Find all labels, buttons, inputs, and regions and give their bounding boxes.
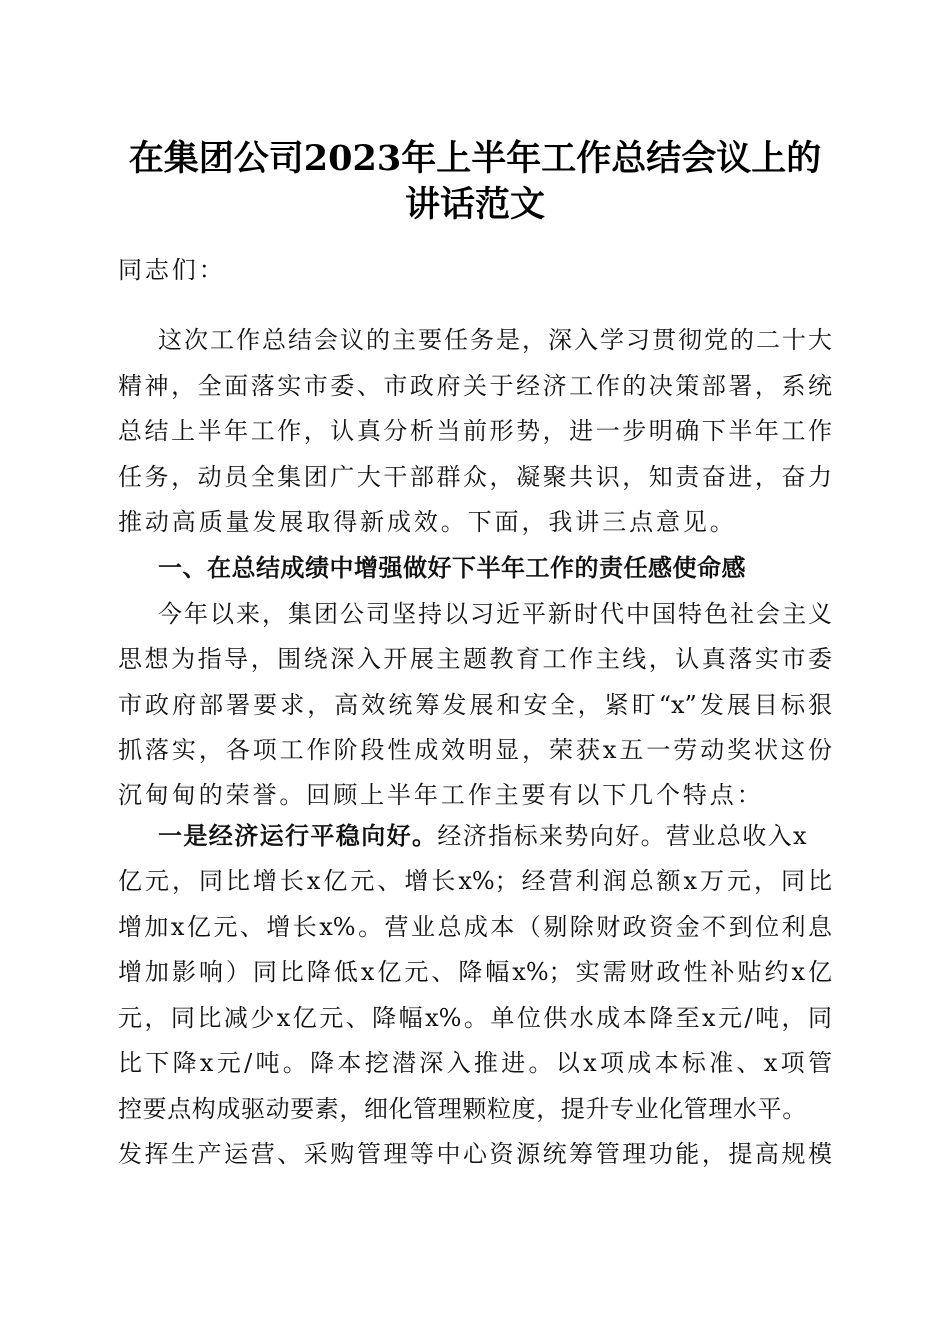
paragraph-line: 推动高质量发展取得新成效。下面，我讲三点意见。 xyxy=(118,508,737,536)
paragraph-line: 亿元，同比增长x亿元、增长x%；经营利润总额x万元，同比 xyxy=(118,867,832,895)
paragraph-line: 这次工作总结会议的主要任务是，深入学习贯彻党的二十大 xyxy=(158,326,832,354)
paragraph-line: 元，同比减少x亿元、降幅x%。单位供水成本降至x元/吨，同 xyxy=(118,1004,832,1032)
salutation: 同志们： xyxy=(118,256,226,284)
paragraph-line: 任务，动员全集团广大干部群众，凝聚共识，知责奋进，奋力 xyxy=(118,463,832,491)
paragraph-line: 比下降x元/吨。降本挖潜深入推进。以x项成本标准、x项管 xyxy=(118,1049,832,1077)
point-1-text: 经济指标来势向好。营业总收入x xyxy=(437,822,808,850)
paragraph-line: 总结上半年工作，认真分析当前形势，进一步明确下半年工作 xyxy=(118,417,832,445)
paragraph-line: 增加影响）同比降低x亿元、降幅x%；实需财政性补贴约x亿 xyxy=(118,958,832,986)
paragraph-line: 精神，全面落实市委、市政府关于经济工作的决策部署，系统 xyxy=(118,372,832,400)
paragraph-line: 发挥生产运营、采购管理等中心资源统筹管理功能，提高规模 xyxy=(118,1140,832,1168)
document-title-line-1: 在集团公司2023年上半年工作总结会议上的 xyxy=(128,138,822,179)
document-title-line-2: 讲话范文 xyxy=(404,184,545,225)
point-1-lead: 一是经济运行平稳向好。 xyxy=(158,821,438,850)
section-1-heading: 一、在总结成绩中增强做好下半年工作的责任感使命感 xyxy=(158,554,746,582)
paragraph-line: 增加x亿元、增长x%。营业总成本（剔除财政资金不到位利息 xyxy=(118,913,832,941)
paragraph-line xyxy=(158,822,808,850)
paragraph-line: 控要点构成驱动要素，细化管理颗粒度，提升专业化管理水平。 xyxy=(118,1095,807,1123)
paragraph-line: 今年以来，集团公司坚持以习近平新时代中国特色社会主义 xyxy=(158,600,832,628)
paragraph-line: 沉甸甸的荣誉。回顾上半年工作主要有以下几个特点： xyxy=(118,781,764,809)
paragraph-line: 思想为指导，围绕深入开展主题教育工作主线，认真落实市委 xyxy=(118,645,832,673)
paragraph-line: 抓落实，各项工作阶段性成效明显，荣获x五一劳动奖状这份 xyxy=(118,736,832,764)
paragraph-line: 市政府部署要求，高效统筹发展和安全，紧盯“x”发展目标狠 xyxy=(118,691,832,719)
